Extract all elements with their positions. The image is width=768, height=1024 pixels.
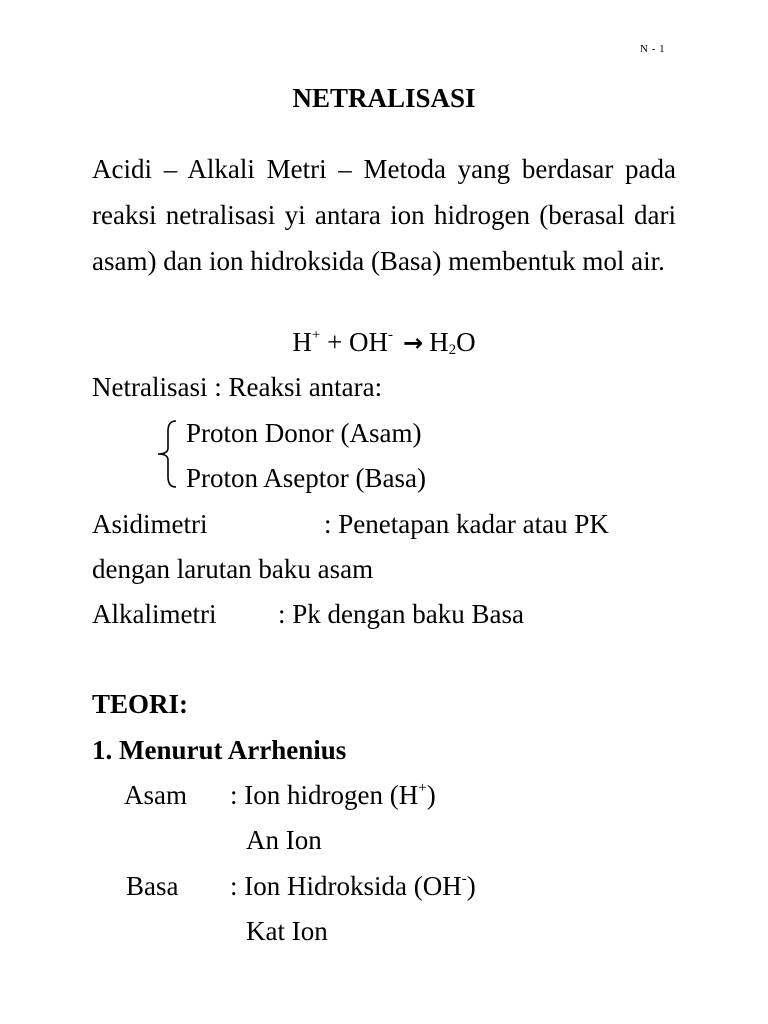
arrhenius-heading: 1. Menurut Arrhenius [92, 735, 347, 765]
asam-definition [230, 782, 436, 809]
page-title: NETRALISASI [292, 83, 476, 113]
proton-donor-item: Proton Donor (Asam) [186, 418, 422, 448]
equation-h-charge: + [311, 327, 321, 343]
basa-definition [230, 873, 476, 900]
asidimetri-term: Asidimetri [92, 509, 208, 539]
equation-water-subscript: 2 [448, 342, 457, 358]
alkalimetri-definition: : Pk dengan baku Basa [278, 599, 524, 629]
equation-water-o: O [456, 327, 476, 357]
intro-paragraph: Acidi – Alkali Metri – Metoda yang berdasar pada reaksi netralisasi yi antara ion hidrogen (berasal dari asam) dan ion hidroksida (Basa) membentuk mol air. [92, 154, 676, 276]
alkalimetri-term: Alkalimetri [92, 599, 217, 629]
basa-definition-text: : Ion Hidroksida (OH [230, 871, 462, 901]
teori-heading: TEORI: [92, 689, 189, 719]
asam-definition-text: : Ion hidrogen (H [230, 780, 419, 810]
equation-oh: + OH [320, 327, 389, 357]
basa-term: Basa [126, 871, 179, 901]
asidimetri-definition: : Penetapan kadar atau PK [324, 509, 609, 539]
equation-water-h: H [429, 327, 449, 357]
curly-brace-icon [150, 419, 180, 489]
asam-charge: + [418, 780, 427, 796]
page-number: N - 1 [640, 43, 666, 55]
asam-close: ) [426, 780, 436, 810]
reaction-arrow-icon: → [403, 329, 424, 357]
neutralization-equation [0, 329, 768, 356]
equation-oh-charge: - [388, 327, 394, 343]
proton-aseptor-item: Proton Aseptor (Basa) [186, 463, 426, 493]
asidimetri-continuation: dengan larutan baku asam [92, 554, 374, 584]
asam-term: Asam [124, 780, 187, 810]
netralisasi-label: Netralisasi : Reaksi antara: [92, 372, 383, 402]
asam-note: An Ion [246, 825, 322, 855]
basa-charge: - [461, 871, 467, 887]
basa-note: Kat Ion [246, 916, 328, 946]
basa-close: ) [466, 871, 476, 901]
equation-h: H [292, 327, 312, 357]
